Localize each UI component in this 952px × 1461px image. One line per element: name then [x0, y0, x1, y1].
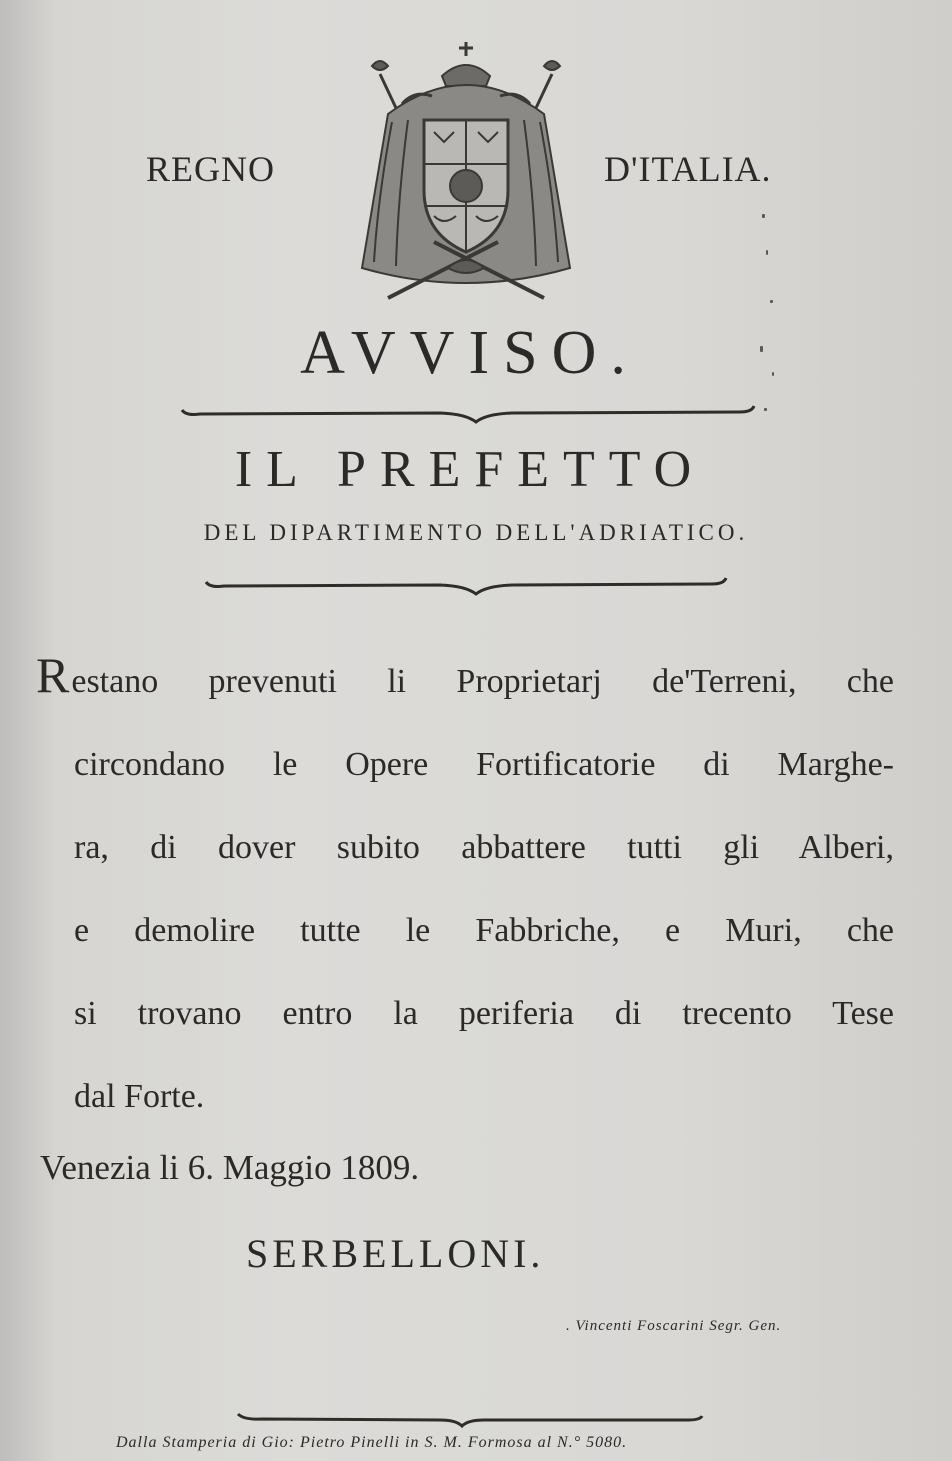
secretary-line: . Vincenti Foscarini Segr. Gen.: [566, 1318, 782, 1334]
body-line: dal Forte.: [74, 1078, 205, 1115]
coat-of-arms-icon: [348, 36, 584, 308]
body-line: e demolire tutte le Fabbriche, e Muri, che: [74, 912, 894, 949]
paper-speck: [764, 408, 767, 411]
ornamental-rule-bottom: [0, 1408, 952, 1432]
paper-speck: [762, 214, 765, 218]
signature: SERBELLONI.: [246, 1231, 545, 1276]
body-line: circondano le Opere Fortificatorie di Marghe-: [74, 746, 894, 783]
header-regno: REGNO: [146, 149, 275, 189]
ornamental-rule-top: [0, 400, 952, 424]
body-line: ra, di dover subito abbattere tutti gli Alberi,: [74, 829, 894, 866]
body-line: si trovano entro la periferia di trecento Tese: [74, 995, 894, 1032]
issuer-title: IL PREFETTO: [234, 441, 706, 498]
paper-speck: [766, 250, 768, 255]
printer-imprint: Dalla Stamperia di Gio: Pietro Pinelli in S. M. Formosa al N.° 5080.: [116, 1434, 628, 1451]
paper-speck: [760, 346, 763, 352]
header-italia: D'ITALIA.: [604, 149, 772, 189]
notice-date: Venezia li 6. Maggio 1809.: [40, 1148, 420, 1187]
drop-cap: R: [36, 647, 70, 703]
body-line: Restano prevenuti li Proprietarj de'Terreni, che: [36, 647, 894, 703]
paper-speck: [772, 372, 774, 376]
notice-body: [36, 640, 894, 1138]
notice-title: AVVISO.: [300, 319, 640, 387]
ornamental-rule-middle: [0, 572, 952, 596]
issuer-department: DEL DIPARTIMENTO DELL'ADRIATICO.: [203, 520, 749, 545]
paper-speck: [770, 300, 773, 303]
